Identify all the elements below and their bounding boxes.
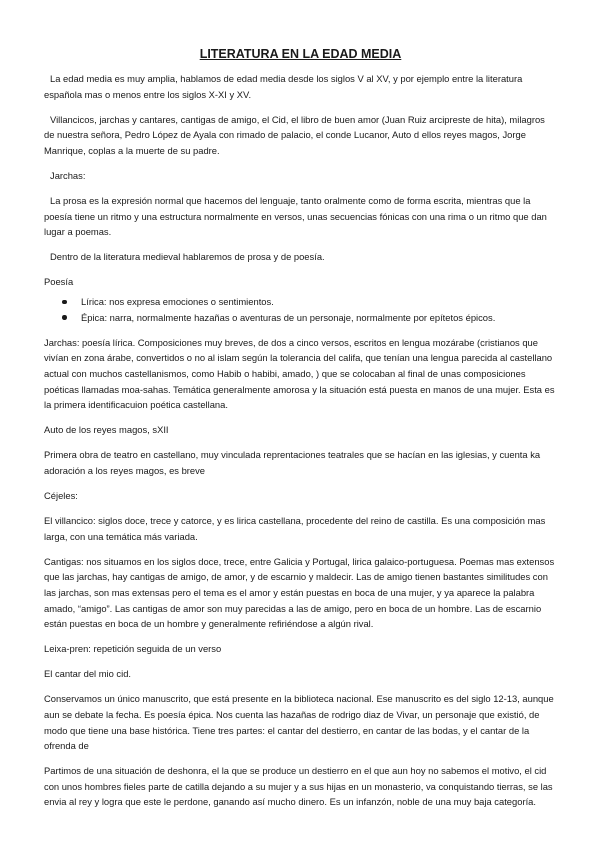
paragraph-prose-vs-poetry: La prosa es la expresión normal que hacemos del lenguaje, tanto oralmente como de forma escrita, mientras que la poesía tiene un ritmo y una estructura normalmente en versos, unas secuencias fónicas con una rima o un ritmo que dan lugar a poemas. <box>44 195 547 238</box>
paragraph-cantigas: Cantigas: nos situamos en los siglos doce, trece, entre Galicia y Portugal, lirica galaico-portuguesa. Poemas mas extensos que las jarchas, hay cantigas de amigo, de amor, y de escarnio y maldecir. Las de amigo tienen bastantes similitudes con las jarchas, son mas extensas pero el tema es el amor y están puestas en boca de una mujer, y ya aparece la palabra amado, “amigo”. Las cantigas de amor son muy parecidas a las de amigo, pero en boca de un hombre. Las de escarnio están puestas en boca de un hombre y generalmente refiriéndose a algún rival. <box>44 555 555 630</box>
paragraph-deshonra: Partimos de una situación de deshonra, el la que se produce un destierro en el que aun hoy no sabemos el motivo, el cid con unos hombres fieles parte de catilla dejando a su mujer y a sus hijas en un monasterio, va conquistando tierras, se las envia al rey y logra que este le perdone, ganando así mucho dinero. Es un infanzón, noble de una muy baja categoría. <box>44 765 553 808</box>
poetry-types-list <box>44 294 557 325</box>
paragraph-intro: La edad media es muy amplia, hablamos de edad media desde los siglos V al XV, y por ejemplo entre la literatura española mas o menos entre los siglos X-XI y XV. <box>44 73 523 100</box>
paragraph-auto-heading: Auto de los reyes magos, sXII <box>44 424 169 436</box>
list-item-text: Lírica: nos expresa emociones o sentimientos. <box>81 296 274 308</box>
paragraph-jarchas: Jarchas: poesía lírica. Composiciones muy breves, de dos a cinco versos, escritos en lengua mozárabe (cristianos que vivían en zona árabe, convertidos o no al islam según la tolerancia del califa, que tenían una lengua parecida al castellano actual con muchos castellanismos, como Habib o habibi, amado, ) que se colocaban al final de unas composiciones poéticas llamadas moa-sahas. Temática generalmente amorosa y la situación está puesta en manos de una mujer. Esta es la primera identificacuion poética castellana. <box>44 336 555 411</box>
list-item <box>44 310 557 326</box>
paragraph-villancico: El villancico: siglos doce, trece y catorce, y es lirica castellana, procedente del reino de castilla. Es una composición mas larga, con una temática más variada. <box>44 515 546 542</box>
paragraph-poesia-heading: Poesía <box>44 276 74 288</box>
paragraph-cejeles: Céjeles: <box>44 489 78 501</box>
paragraph-manuscrito: Conservamos un único manuscrito, que está presente en la biblioteca nacional. Ese manuscrito es del siglo 12-13, aunque aun se debate la fecha. Es poesía épica. Nos cuenta las hazañas de rodrigo diaz de Vivar, un personaje que existió, de modo que tiene una base histórica. Tiene tres partes: el cantar del destierro, en cantar de las bodas, y el cantar de la ofrenda de <box>44 693 554 752</box>
document-title: LITERATURA EN LA EDAD MEDIA <box>199 47 402 61</box>
paragraph-auto: Primera obra de teatro en castellano, muy vinculada reprentaciones teatrales que se hacían en las iglesias, y cuenta ka adoración a los reyes magos, es breve <box>44 449 541 476</box>
bullet-icon <box>62 300 67 305</box>
bullet-icon <box>62 315 67 320</box>
paragraph-cantar-heading: El cantar del mio cid. <box>44 668 132 680</box>
paragraph-jarchas-heading: Jarchas: <box>50 169 86 181</box>
paragraph-medieval-literature: Dentro de la literatura medieval hablaremos de prosa y de poesía. <box>50 251 325 263</box>
list-item <box>44 294 557 310</box>
document-body <box>44 46 557 820</box>
paragraph-works-list: Villancicos, jarchas y cantares, cantigas de amigo, el Cid, el libro de buen amor (Juan Ruiz arcipreste de hita), milagros de nuestra señora, Pedro López de Ayala con rimado de palacio, el conde Lucanor, Auto d ellos reyes magos, Jorge Manrique, coplas a la muerte de su padre. <box>44 113 545 156</box>
list-item-text: Épica: narra, normalmente hazañas o aventuras de un personaje, normalmente por epítetos épicos. <box>81 311 496 323</box>
paragraph-leixa-pren: Leixa-pren: repetición seguida de un verso <box>44 643 222 655</box>
